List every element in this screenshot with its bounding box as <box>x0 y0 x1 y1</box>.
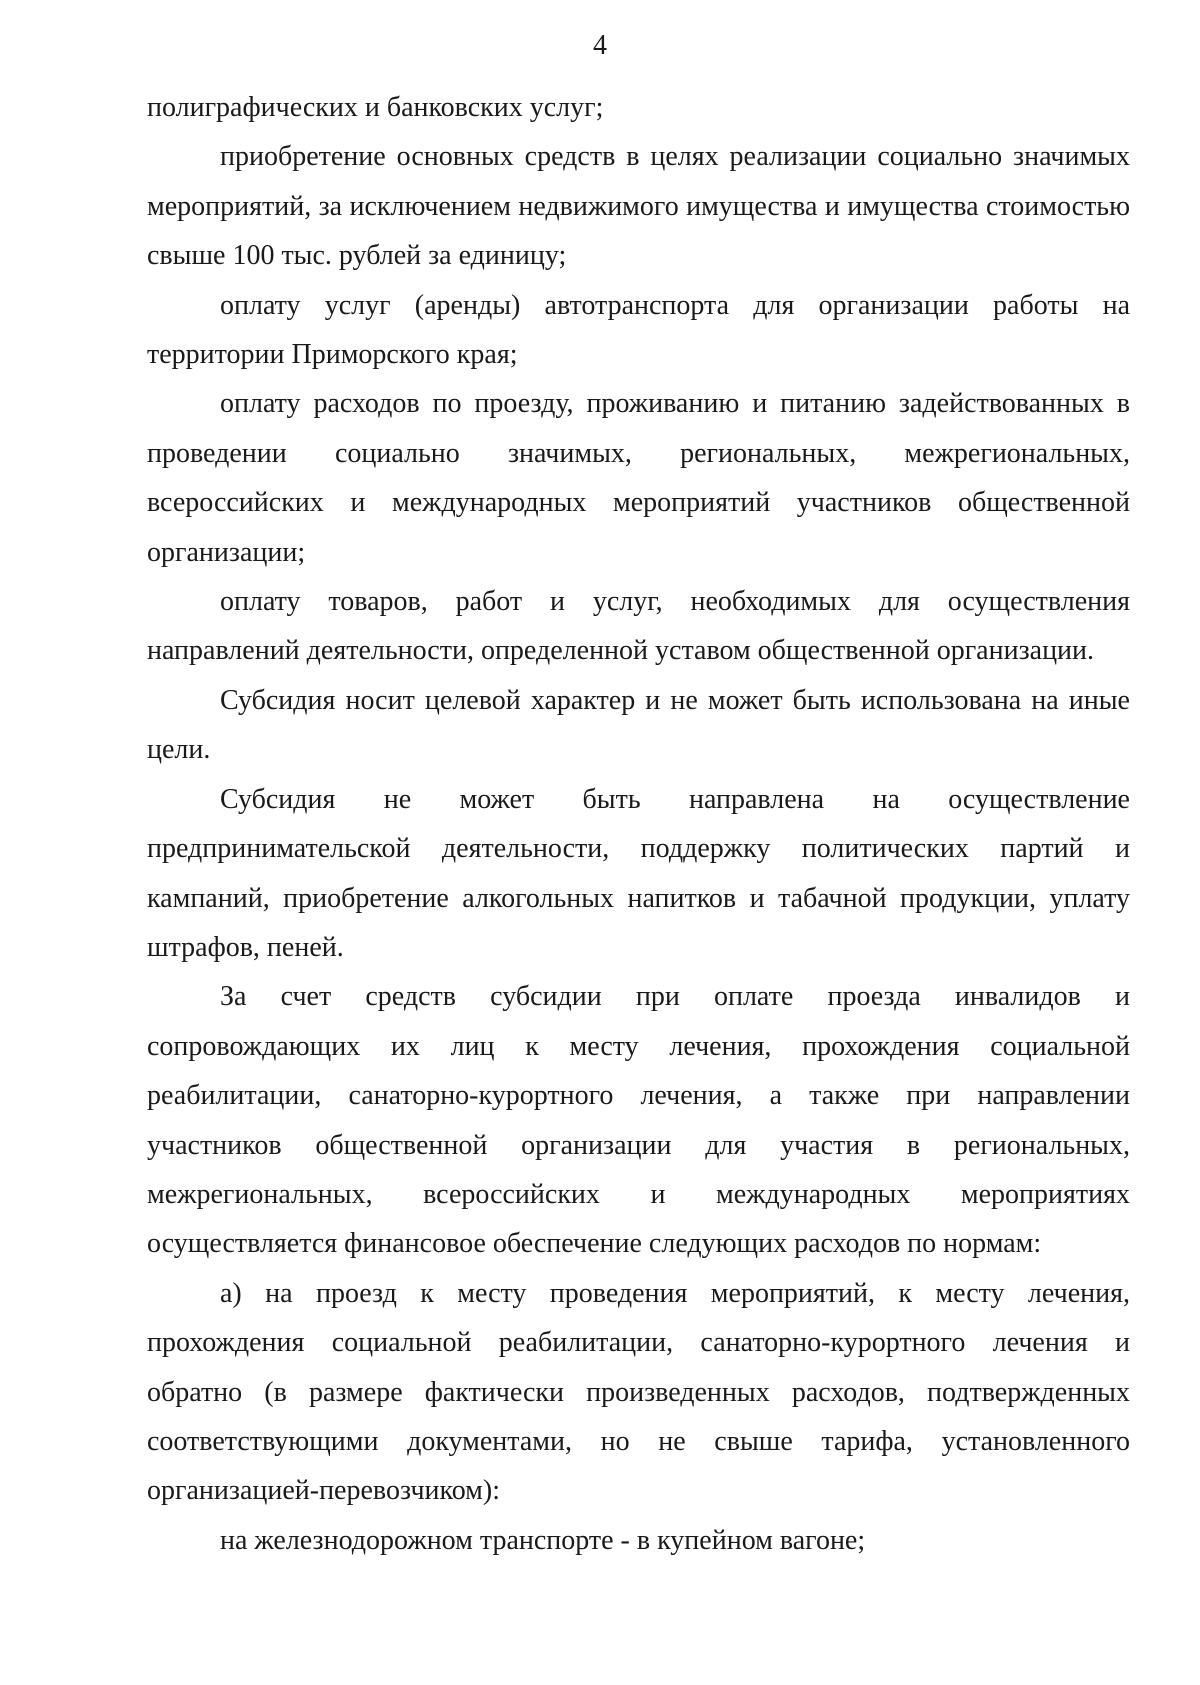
paragraph-subsidy-purpose: Субсидия носит целевой характер и не может быть использована на иные цели. <box>147 684 1130 766</box>
paragraph-travel-norm-a: а) на проезд к месту проведения мероприятий, к месту лечения, прохождения социальной реабилитации, санаторно-курортного лечения и обратно (в размере фактически произведенных расходов, подтвержденных соответствующими документами, но не свыше тарифа, установленного организацией-перевозчиком): <box>147 1277 1130 1507</box>
paragraph-subsidy-restrictions: Субсидия не может быть направлена на осуществление предпринимательской деятельности, поддержку политических партий и кампаний, приобретение алкогольных напитков и табачной продукции, уплату штрафов, пеней. <box>147 783 1130 963</box>
paragraph-vehicle-rental: оплату услуг (аренды) автотранспорта для организации работы на территории Приморского края; <box>147 289 1130 371</box>
page-number: 4 <box>593 30 607 61</box>
paragraph-fixed-assets: приобретение основных средств в целях реализации социально значимых мероприятий, за исключением недвижимого имущества и имущества стоимостью свыше 100 тыс. рублей за единицу; <box>147 141 1130 272</box>
paragraph-railway-transport: на железнодорожном транспорте - в купейном вагоне; <box>220 1524 866 1556</box>
paragraph-travel-expenses: оплату расходов по проезду, проживанию и питанию задействованных в проведении социально значимых, региональных, межрегиональных, всероссийских и международных мероприятий участников общественной организации; <box>147 388 1130 568</box>
paragraph-goods-works-services: оплату товаров, работ и услуг, необходимых для осуществления направлений деятельности, определенной уставом общественной организации. <box>147 586 1130 667</box>
paragraph-financing-norms: За счет средств субсидии при оплате проезда инвалидов и сопровождающих их лиц к месту лечения, прохождения социальной реабилитации, санаторно-курортного лечения, а также при направлении участников общественной организации для участия в региональных, межрегиональных, всероссийских и международных мероприятиях осуществляется финансовое обеспечение следующих расходов по нормам: <box>147 981 1130 1260</box>
document-body <box>147 83 1130 1565</box>
paragraph-printing-banking-services: полиграфических и банковских услуг; <box>147 92 604 123</box>
